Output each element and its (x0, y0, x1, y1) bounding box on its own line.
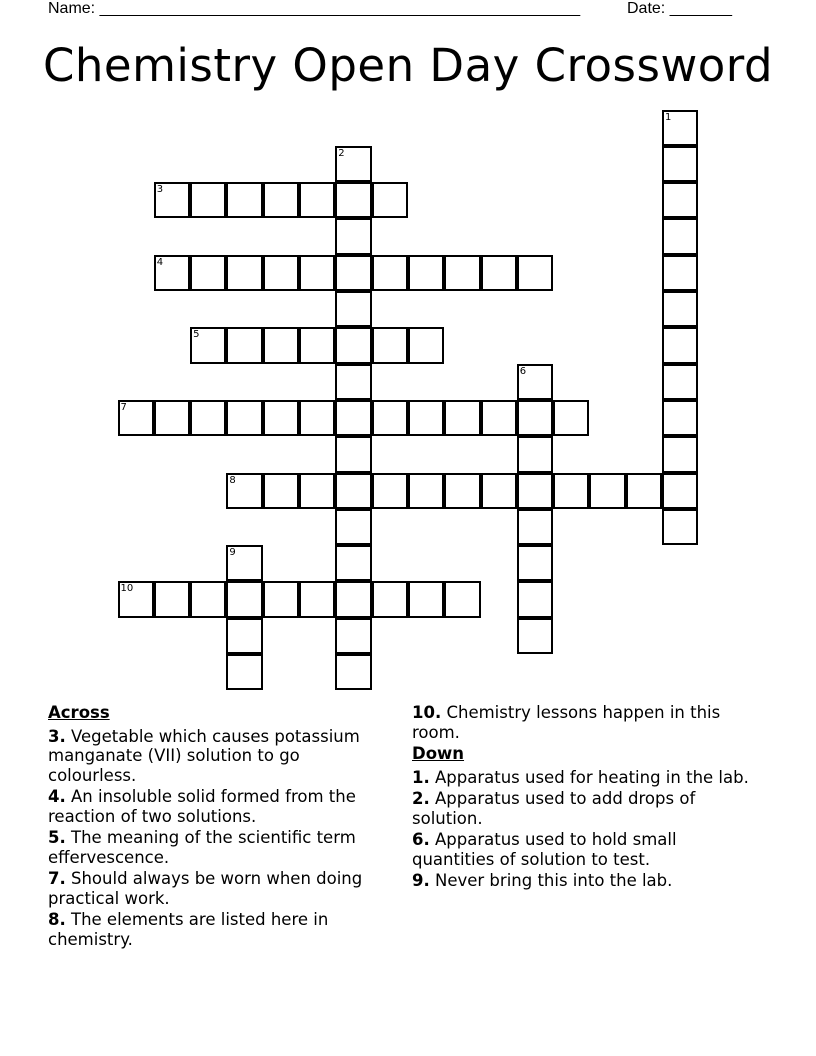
clue-text: The meaning of the scientific term effervescence. (48, 828, 356, 867)
across-clue (48, 828, 388, 867)
down-clues (412, 703, 752, 893)
crossword-cell[interactable] (372, 581, 408, 617)
clue-number: 4. (48, 787, 66, 806)
cell-clue-number: 4 (156, 256, 164, 268)
crossword-cell[interactable] (517, 581, 553, 617)
crossword-cell[interactable] (226, 255, 262, 291)
crossword-cell[interactable] (263, 255, 299, 291)
crossword-cell[interactable] (662, 436, 698, 472)
cell-clue-number: 7 (120, 401, 127, 413)
crossword-cell[interactable] (118, 581, 154, 617)
crossword-cell[interactable] (190, 255, 226, 291)
clue-number: 9. (412, 871, 430, 890)
across-clues (48, 703, 388, 951)
clue-text: Apparatus used to add drops of solution. (412, 789, 696, 828)
clue-number: 1. (412, 767, 430, 787)
cell-clue-number: 9 (229, 547, 236, 559)
crossword-cell[interactable] (335, 146, 371, 182)
crossword-cell[interactable] (335, 291, 371, 327)
clue-number: 7. (48, 869, 66, 888)
crossword-cell[interactable] (335, 436, 371, 472)
crossword-cell[interactable] (263, 581, 299, 617)
crossword-cell[interactable] (190, 182, 226, 218)
crossword-cell[interactable] (299, 182, 335, 218)
crossword-cell[interactable] (263, 473, 299, 509)
crossword-cell[interactable] (335, 545, 371, 581)
name-field-label[interactable]: Name: ______________________________________________________ (48, 0, 581, 17)
crossword-cell[interactable] (335, 400, 371, 436)
crossword-cell[interactable] (226, 545, 262, 581)
across-clue (48, 869, 388, 908)
crossword-cell[interactable] (444, 473, 480, 509)
crossword-cell[interactable] (662, 218, 698, 254)
clue-number: 3. (48, 726, 66, 746)
crossword-cell[interactable] (481, 255, 517, 291)
crossword-cell[interactable] (299, 255, 335, 291)
clue-number: 2. (412, 789, 430, 808)
crossword-cell[interactable] (299, 581, 335, 617)
clue-text: Vegetable which causes potassium manganate (VII) solution to go colourless. (48, 726, 360, 785)
crossword-cell[interactable] (589, 473, 625, 509)
page-title: Chemistry Open Day Crossword (42, 39, 774, 92)
across-heading: Across (48, 703, 110, 722)
crossword-cell[interactable] (372, 473, 408, 509)
crossword-cell[interactable] (154, 400, 190, 436)
clue-text: Apparatus used to hold small quantities of solution to test. (412, 830, 677, 869)
crossword-cell[interactable] (263, 400, 299, 436)
cell-clue-number: 10 (120, 583, 134, 595)
clue-number: 6. (412, 830, 430, 849)
crossword-cell[interactable] (118, 400, 154, 436)
crossword-cell[interactable] (335, 218, 371, 254)
crossword-cell[interactable] (372, 182, 408, 218)
crossword-cell[interactable] (662, 400, 698, 436)
clue-number: 8. (48, 910, 66, 929)
crossword-cell[interactable] (662, 327, 698, 363)
down-clue (412, 871, 752, 891)
crossword-cell[interactable] (553, 400, 589, 436)
cell-clue-number: 8 (229, 474, 236, 486)
crossword-cell[interactable] (299, 473, 335, 509)
crossword-cell[interactable] (335, 182, 371, 218)
crossword-cell[interactable] (335, 509, 371, 545)
clue-number: 10. (412, 703, 442, 722)
crossword-cell[interactable] (372, 400, 408, 436)
crossword-cell[interactable] (517, 473, 553, 509)
crossword-cell[interactable] (481, 473, 517, 509)
crossword-cell[interactable] (226, 618, 262, 654)
down-clue (412, 789, 752, 828)
crossword-cell[interactable] (372, 327, 408, 363)
crossword-cell[interactable] (517, 364, 553, 400)
crossword-cell[interactable] (408, 473, 444, 509)
crossword-cell[interactable] (517, 400, 553, 436)
crossword-cell[interactable] (263, 327, 299, 363)
down-heading: Down (412, 744, 465, 763)
crossword-cell[interactable] (444, 255, 480, 291)
crossword-cell[interactable] (335, 473, 371, 509)
crossword-cell[interactable] (154, 255, 190, 291)
crossword-cell[interactable] (335, 618, 371, 654)
crossword-cell[interactable] (335, 255, 371, 291)
clue-text: The elements are listed here in chemistry. (48, 910, 329, 949)
across-clue (48, 727, 388, 786)
crossword-cell[interactable] (481, 400, 517, 436)
clue-number: 5. (48, 828, 66, 847)
crossword-cell[interactable] (626, 473, 662, 509)
crossword-cell[interactable] (226, 473, 262, 509)
across-clue (412, 703, 752, 742)
crossword-cell[interactable] (299, 327, 335, 363)
crossword-cell[interactable] (517, 545, 553, 581)
crossword-cell[interactable] (444, 581, 480, 617)
crossword-cell[interactable] (226, 182, 262, 218)
crossword-cell[interactable] (408, 400, 444, 436)
crossword-cell[interactable] (154, 581, 190, 617)
crossword-cell[interactable] (517, 509, 553, 545)
clue-text: Should always be worn when doing practical work. (48, 869, 363, 908)
crossword-cell[interactable] (517, 436, 553, 472)
crossword-cell[interactable] (662, 255, 698, 291)
crossword-cell[interactable] (226, 327, 262, 363)
crossword-cell[interactable] (226, 654, 262, 690)
date-field-label[interactable]: Date: _______ (627, 0, 732, 17)
crossword-cell[interactable] (335, 327, 371, 363)
crossword-cell[interactable] (190, 327, 226, 363)
crossword-cell[interactable] (444, 400, 480, 436)
crossword-cell[interactable] (263, 182, 299, 218)
crossword-cell[interactable] (190, 581, 226, 617)
crossword-cell[interactable] (408, 255, 444, 291)
crossword-cell[interactable] (662, 473, 698, 509)
across-clue (48, 787, 388, 826)
clue-text: Apparatus used for heating in the lab. (429, 767, 749, 787)
cell-clue-number: 1 (665, 111, 672, 123)
cell-clue-number: 6 (519, 365, 527, 377)
crossword-cell[interactable] (226, 581, 262, 617)
crossword-cell[interactable] (154, 182, 190, 218)
crossword-cell[interactable] (408, 581, 444, 617)
crossword-cell[interactable] (335, 364, 371, 400)
down-clue (412, 768, 752, 788)
crossword-cell[interactable] (553, 473, 589, 509)
crossword-cell[interactable] (372, 255, 408, 291)
crossword-cell[interactable] (662, 110, 698, 146)
down-clue (412, 830, 752, 869)
clue-text: Chemistry lessons happen in this room. (412, 703, 721, 742)
crossword-cell[interactable] (662, 291, 698, 327)
clue-text: An insoluble solid formed from the reaction of two solutions. (48, 787, 356, 826)
crossword-cell[interactable] (517, 255, 553, 291)
crossword-cell[interactable] (662, 364, 698, 400)
crossword-cell[interactable] (662, 182, 698, 218)
cell-clue-number: 3 (156, 184, 164, 196)
crossword-cell[interactable] (662, 146, 698, 182)
crossword-cell[interactable] (517, 618, 553, 654)
crossword-cell[interactable] (299, 400, 335, 436)
crossword-cell[interactable] (335, 654, 371, 690)
cell-clue-number: 2 (338, 147, 345, 159)
crossword-cell[interactable] (662, 509, 698, 545)
crossword-cell[interactable] (190, 400, 226, 436)
cell-clue-number: 5 (193, 329, 200, 341)
crossword-cell[interactable] (226, 400, 262, 436)
crossword-cell[interactable] (408, 327, 444, 363)
across-clue (48, 910, 388, 949)
clue-text: Never bring this into the lab. (429, 871, 673, 890)
crossword-cell[interactable] (335, 581, 371, 617)
